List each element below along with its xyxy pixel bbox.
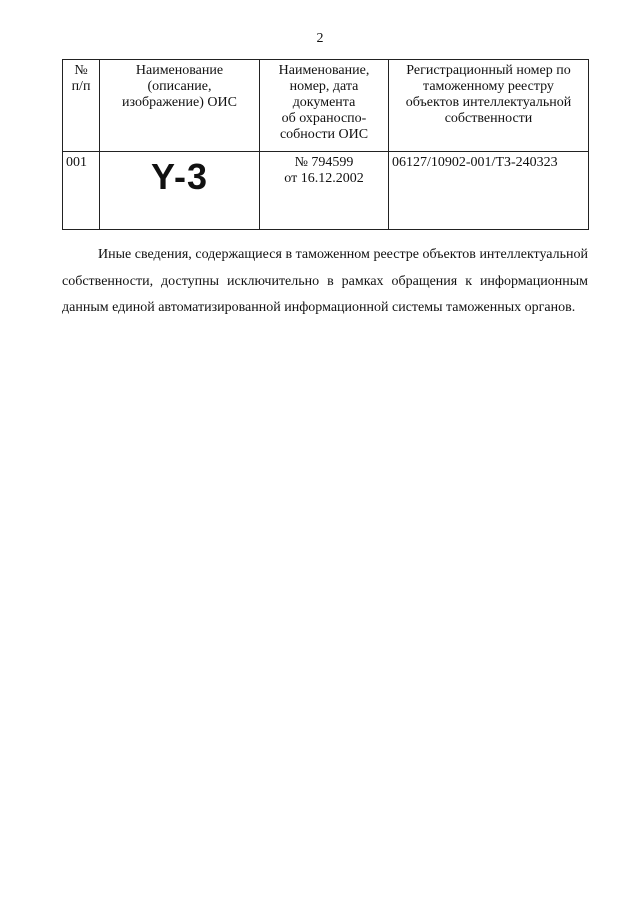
header-line: таможенному реестру <box>423 79 554 94</box>
trademark-mark: Y-3 <box>150 156 209 197</box>
table-row <box>63 152 589 230</box>
header-line: Наименование, <box>278 63 370 78</box>
header-line: № <box>74 63 88 78</box>
header-line: номер, дата <box>289 79 359 94</box>
header-protection-document <box>260 60 389 152</box>
header-ois-name <box>100 60 260 152</box>
header-line: (описание, <box>147 79 212 94</box>
header-line: собственности <box>444 111 533 126</box>
header-line: объектов интеллектуальной <box>405 95 572 110</box>
page-number: 2 <box>316 31 324 46</box>
header-line: документа <box>292 95 356 110</box>
trademark-image-cell <box>100 152 260 230</box>
document-date: от 16.12.2002 <box>284 171 364 186</box>
ois-registry-table <box>62 59 589 230</box>
header-line: об охраноспо- <box>281 111 367 126</box>
row-number-cell: 001 <box>63 152 100 230</box>
table-header-row <box>63 60 589 152</box>
document-number: № 794599 <box>294 155 354 170</box>
header-line: Регистрационный номер по <box>406 63 571 78</box>
header-line: собности ОИС <box>279 127 369 142</box>
protection-document-cell <box>260 152 389 230</box>
header-number <box>63 60 100 152</box>
header-registration-number <box>389 60 589 152</box>
header-line: изображение) ОИС <box>122 95 237 110</box>
header-line: Наименование <box>135 63 224 78</box>
body-paragraph: Иные сведения, содержащиеся в таможенном реестре объектов интеллектуальной собственности, доступны исключительно в рамках обращения к информационным данным единой автоматизированной информационной системы таможенных органов. <box>62 247 588 315</box>
registration-number-cell: 06127/10902-001/ТЗ-240323 <box>389 152 589 230</box>
header-line: п/п <box>71 79 91 94</box>
